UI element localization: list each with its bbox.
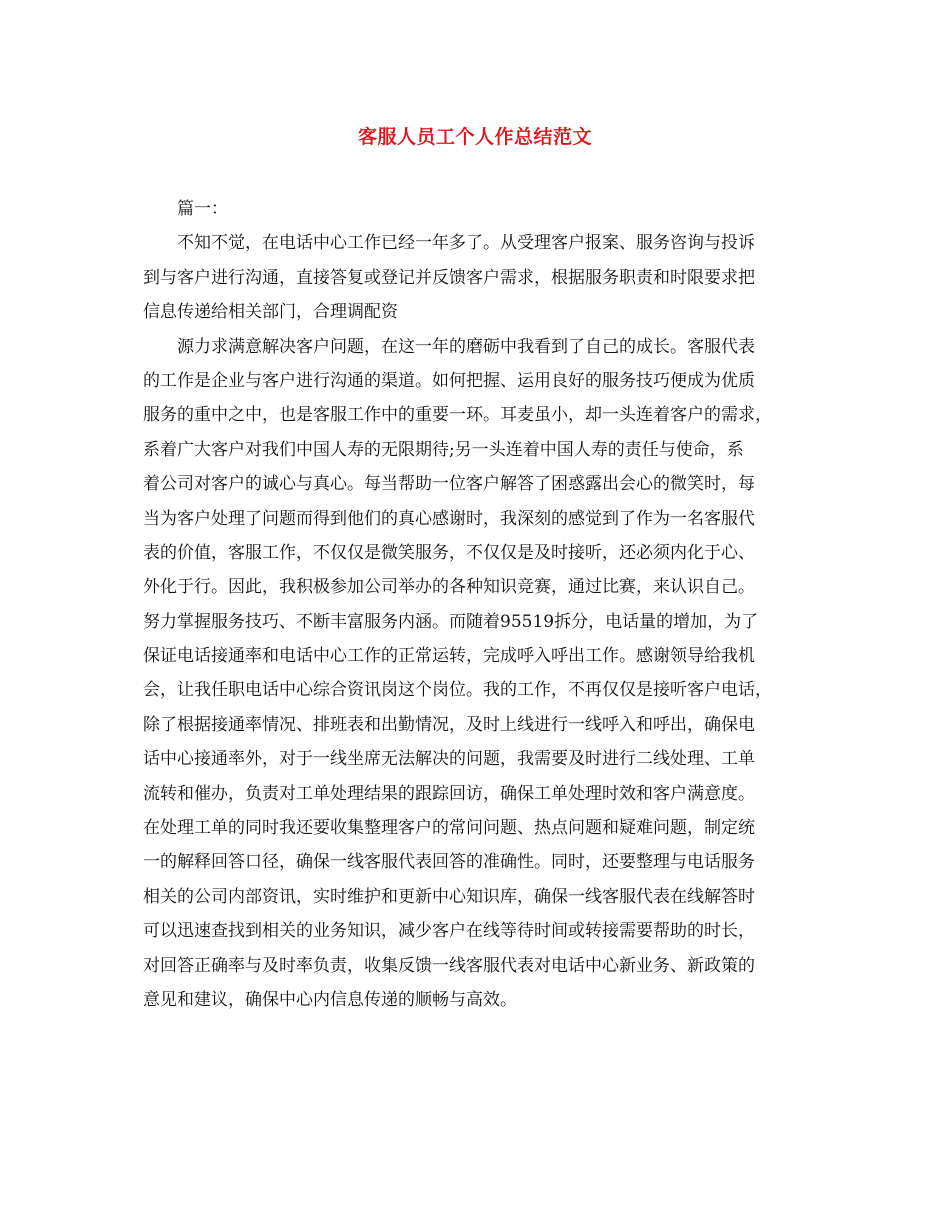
paragraph-line: 系着广大客户对我们中国人寿的无限期待;另一头连着中国人寿的责任与使命，系 xyxy=(143,439,744,460)
document-title: 客服人员工个人作总结范文 xyxy=(357,126,592,148)
paragraph-2 xyxy=(143,330,823,1018)
paragraph-line: 会，让我任职电话中心综合资讯岗这个岗位。我的工作，不再仅仅是接听客户电话， xyxy=(143,680,772,701)
paragraph-line: 到与客户进行沟通，直接答复或登记并反馈客户需求，根据服务职责和时限要求把 xyxy=(143,267,755,288)
paragraph-line: 外化于行。因此，我积极参加公司举办的各种知识竞赛，通过比赛，来认识自己。 xyxy=(143,577,755,598)
section-label: 篇一： xyxy=(177,199,228,219)
paragraph-line: 的工作是企业与客户进行沟通的渠道。如何把握、运用良好的服务技巧便成为优质 xyxy=(143,370,755,391)
paragraph-line: 除了根据接通率情况、排班表和出勤情况，及时上线进行一线呼入和呼出，确保电 xyxy=(143,714,755,735)
paragraph-line: 意见和建议，确保中心内信息传递的顺畅与高效。 xyxy=(143,989,517,1010)
paragraph-line: 可以迅速查找到相关的业务知识，减少客户在线等待时间或转接需要帮助的时长， xyxy=(143,921,755,942)
paragraph-line: 表的价值，客服工作，不仅仅是微笑服务，不仅仅是及时接听，还必须内化于心、 xyxy=(143,542,755,563)
paragraph-line: 在处理工单的同时我还要收集整理客户的常问问题、热点问题和疑难问题，制定统 xyxy=(143,818,755,839)
paragraph-line: 相关的公司内部资讯，实时维护和更新中心知识库，确保一线客服代表在线解答时 xyxy=(143,886,755,907)
paragraph-line: 一的解释回答口径，确保一线客服代表回答的准确性。同时，还要整理与电话服务 xyxy=(143,852,755,873)
paragraph-line: 服务的重中之中，也是客服工作中的重要一环。耳麦虽小，却一头连着客户的需求， xyxy=(143,405,772,426)
paragraph-line: 话中心接通率外，对于一线坐席无法解决的问题，我需要及时进行二线处理、工单 xyxy=(143,749,755,770)
paragraph-line: 源力求满意解决客户问题，在这一年的磨砺中我看到了自己的成长。客服代表 xyxy=(177,336,755,357)
paragraph-line: 信息传递给相关部门，合理调配资 xyxy=(143,302,398,323)
document-body xyxy=(143,192,823,1017)
paragraph-line: 不知不觉，在电话中心工作已经一年多了。从受理客户报案、服务咨询与投诉 xyxy=(177,233,755,254)
paragraph-line: 努力掌握服务技巧、不断丰富服务内涵。而随着95519拆分，电话量的增加，为了 xyxy=(143,611,759,632)
paragraph-1 xyxy=(143,226,823,329)
paragraph-line: 流转和催办，负责对工单处理结果的跟踪回访，确保工单处理时效和客户满意度。 xyxy=(143,783,755,804)
paragraph-line: 对回答正确率与及时率负责，收集反馈一线客服代表对电话中心新业务、新政策的 xyxy=(143,955,755,976)
paragraph-line: 着公司对客户的诚心与真心。每当帮助一位客户解答了困惑露出会心的微笑时，每 xyxy=(143,474,755,495)
paragraph-line: 保证电话接通率和电话中心工作的正常运转，完成呼入呼出工作。感谢领导给我机 xyxy=(143,646,755,667)
paragraph-line: 当为客户处理了问题而得到他们的真心感谢时，我深刻的感觉到了作为一名客服代 xyxy=(143,508,755,529)
